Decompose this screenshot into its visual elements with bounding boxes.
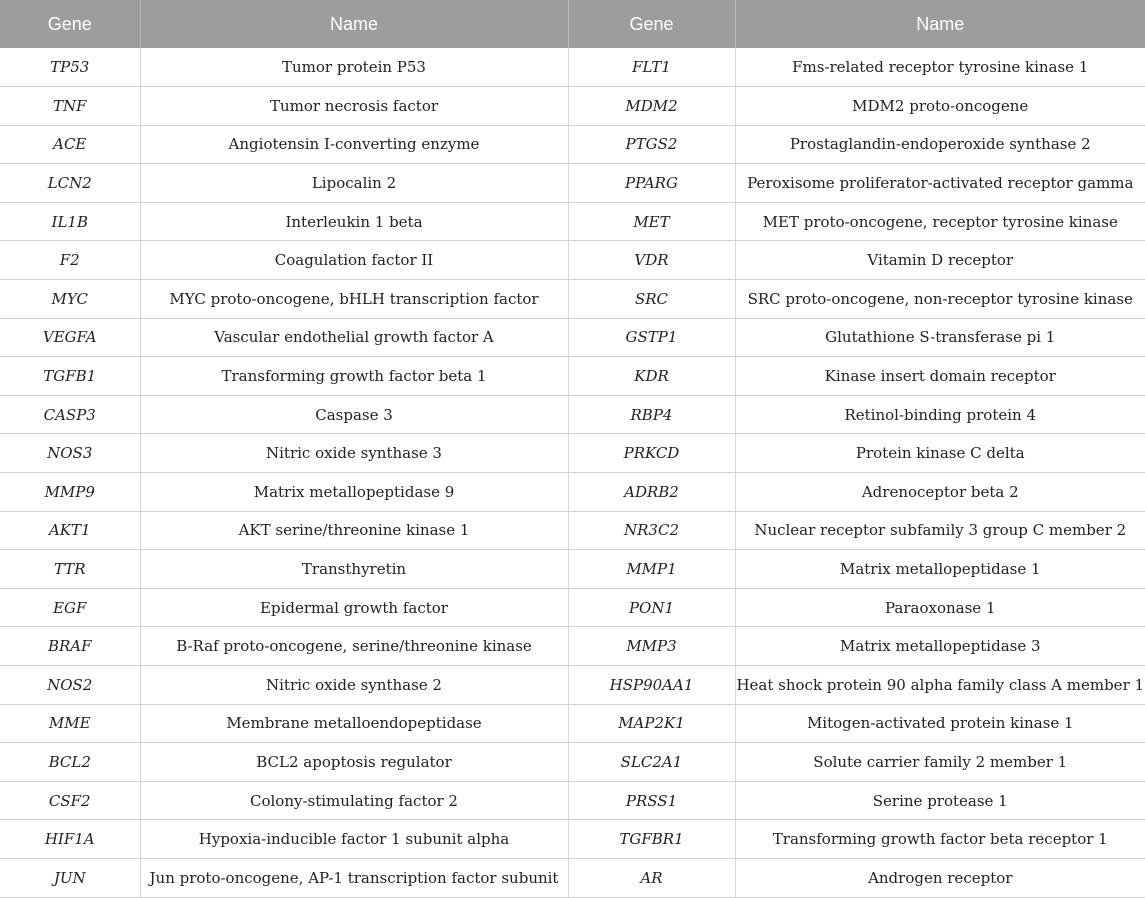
gene-cell: FLT1 — [568, 48, 735, 87]
header-row — [0, 0, 1145, 48]
name-cell: Vascular endothelial growth factor A — [140, 318, 568, 357]
gene-cell: LCN2 — [0, 164, 140, 203]
name-cell: Colony-stimulating factor 2 — [140, 781, 568, 820]
gene-cell: SLC2A1 — [568, 743, 735, 782]
gene-cell: KDR — [568, 357, 735, 396]
gene-cell: GSTP1 — [568, 318, 735, 357]
gene-cell: NOS2 — [0, 666, 140, 705]
name-cell: SRC proto-oncogene, non-receptor tyrosine kinase — [735, 280, 1145, 319]
gene-cell: HSP90AA1 — [568, 666, 735, 705]
name-cell: AKT serine/threonine kinase 1 — [140, 511, 568, 550]
gene-cell: JUN — [0, 858, 140, 897]
name-cell: Androgen receptor — [735, 858, 1145, 897]
name-cell: B-Raf proto-oncogene, serine/threonine kinase — [140, 627, 568, 666]
name-cell: Paraoxonase 1 — [735, 588, 1145, 627]
table-row — [0, 743, 1145, 782]
gene-cell: TGFBR1 — [568, 820, 735, 859]
name-cell: BCL2 apoptosis regulator — [140, 743, 568, 782]
table-row — [0, 202, 1145, 241]
name-cell: Caspase 3 — [140, 395, 568, 434]
table-row — [0, 511, 1145, 550]
gene-cell: AKT1 — [0, 511, 140, 550]
name-cell: Tumor necrosis factor — [140, 87, 568, 126]
name-cell: Peroxisome proliferator-activated receptor gamma — [735, 164, 1145, 203]
name-cell: Matrix metallopeptidase 3 — [735, 627, 1145, 666]
gene-cell: MMP9 — [0, 473, 140, 512]
gene-cell: MAP2K1 — [568, 704, 735, 743]
name-cell: Matrix metallopeptidase 9 — [140, 473, 568, 512]
name-cell: Matrix metallopeptidase 1 — [735, 550, 1145, 589]
gene-cell: PRSS1 — [568, 781, 735, 820]
name-cell: Nitric oxide synthase 2 — [140, 666, 568, 705]
table-body — [0, 48, 1145, 897]
table-row — [0, 87, 1145, 126]
gene-cell: TNF — [0, 87, 140, 126]
name-cell: Serine protease 1 — [735, 781, 1145, 820]
gene-cell: MET — [568, 202, 735, 241]
gene-cell: VEGFA — [0, 318, 140, 357]
name-cell: Membrane metalloendopeptidase — [140, 704, 568, 743]
name-cell: Vitamin D receptor — [735, 241, 1145, 280]
header-gene-right: Gene — [568, 0, 735, 48]
gene-cell: MME — [0, 704, 140, 743]
table-row — [0, 473, 1145, 512]
table-row — [0, 550, 1145, 589]
table-row — [0, 704, 1145, 743]
gene-cell: RBP4 — [568, 395, 735, 434]
gene-cell: IL1B — [0, 202, 140, 241]
gene-cell: MDM2 — [568, 87, 735, 126]
gene-cell: VDR — [568, 241, 735, 280]
table-row — [0, 588, 1145, 627]
table-row — [0, 164, 1145, 203]
name-cell: Protein kinase C delta — [735, 434, 1145, 473]
gene-cell: BCL2 — [0, 743, 140, 782]
gene-cell: CSF2 — [0, 781, 140, 820]
name-cell: Kinase insert domain receptor — [735, 357, 1145, 396]
gene-cell: ACE — [0, 125, 140, 164]
gene-cell: HIF1A — [0, 820, 140, 859]
gene-cell: CASP3 — [0, 395, 140, 434]
table-row — [0, 858, 1145, 897]
name-cell: Nuclear receptor subfamily 3 group C member 2 — [735, 511, 1145, 550]
table-row — [0, 434, 1145, 473]
gene-cell: SRC — [568, 280, 735, 319]
name-cell: Tumor protein P53 — [140, 48, 568, 87]
name-cell: Solute carrier family 2 member 1 — [735, 743, 1145, 782]
table-header — [0, 0, 1145, 48]
table-row — [0, 48, 1145, 87]
name-cell: Glutathione S-transferase pi 1 — [735, 318, 1145, 357]
gene-cell: TTR — [0, 550, 140, 589]
name-cell: Interleukin 1 beta — [140, 202, 568, 241]
name-cell: Jun proto-oncogene, AP-1 transcription factor subunit — [140, 858, 568, 897]
name-cell: Angiotensin I-converting enzyme — [140, 125, 568, 164]
table-row — [0, 820, 1145, 859]
header-gene-left: Gene — [0, 0, 140, 48]
table-row — [0, 241, 1145, 280]
table-row — [0, 318, 1145, 357]
name-cell: Prostaglandin-endoperoxide synthase 2 — [735, 125, 1145, 164]
name-cell: Nitric oxide synthase 3 — [140, 434, 568, 473]
name-cell: MYC proto-oncogene, bHLH transcription factor — [140, 280, 568, 319]
gene-cell: BRAF — [0, 627, 140, 666]
name-cell: Hypoxia-inducible factor 1 subunit alpha — [140, 820, 568, 859]
table-row — [0, 280, 1145, 319]
name-cell: Heat shock protein 90 alpha family class A member 1 — [735, 666, 1145, 705]
table-row — [0, 125, 1145, 164]
name-cell: Transthyretin — [140, 550, 568, 589]
name-cell: Epidermal growth factor — [140, 588, 568, 627]
gene-cell: MMP1 — [568, 550, 735, 589]
gene-cell: ADRB2 — [568, 473, 735, 512]
gene-cell: NR3C2 — [568, 511, 735, 550]
name-cell: MDM2 proto-oncogene — [735, 87, 1145, 126]
name-cell: Retinol-binding protein 4 — [735, 395, 1145, 434]
name-cell: Mitogen-activated protein kinase 1 — [735, 704, 1145, 743]
table-row — [0, 781, 1145, 820]
header-name-left: Name — [140, 0, 568, 48]
gene-cell: TGFB1 — [0, 357, 140, 396]
name-cell: Transforming growth factor beta 1 — [140, 357, 568, 396]
name-cell: Transforming growth factor beta receptor 1 — [735, 820, 1145, 859]
table-row — [0, 395, 1145, 434]
gene-cell: TP53 — [0, 48, 140, 87]
gene-cell: PRKCD — [568, 434, 735, 473]
gene-cell: EGF — [0, 588, 140, 627]
gene-cell: PON1 — [568, 588, 735, 627]
name-cell: Lipocalin 2 — [140, 164, 568, 203]
gene-cell: F2 — [0, 241, 140, 280]
gene-cell: PPARG — [568, 164, 735, 203]
gene-cell: MYC — [0, 280, 140, 319]
gene-cell: PTGS2 — [568, 125, 735, 164]
gene-cell: NOS3 — [0, 434, 140, 473]
table-row — [0, 357, 1145, 396]
gene-cell: AR — [568, 858, 735, 897]
header-name-right: Name — [735, 0, 1145, 48]
gene-cell: MMP3 — [568, 627, 735, 666]
name-cell: Fms-related receptor tyrosine kinase 1 — [735, 48, 1145, 87]
name-cell: Coagulation factor II — [140, 241, 568, 280]
table-row — [0, 627, 1145, 666]
table-row — [0, 666, 1145, 705]
name-cell: Adrenoceptor beta 2 — [735, 473, 1145, 512]
name-cell: MET proto-oncogene, receptor tyrosine kinase — [735, 202, 1145, 241]
